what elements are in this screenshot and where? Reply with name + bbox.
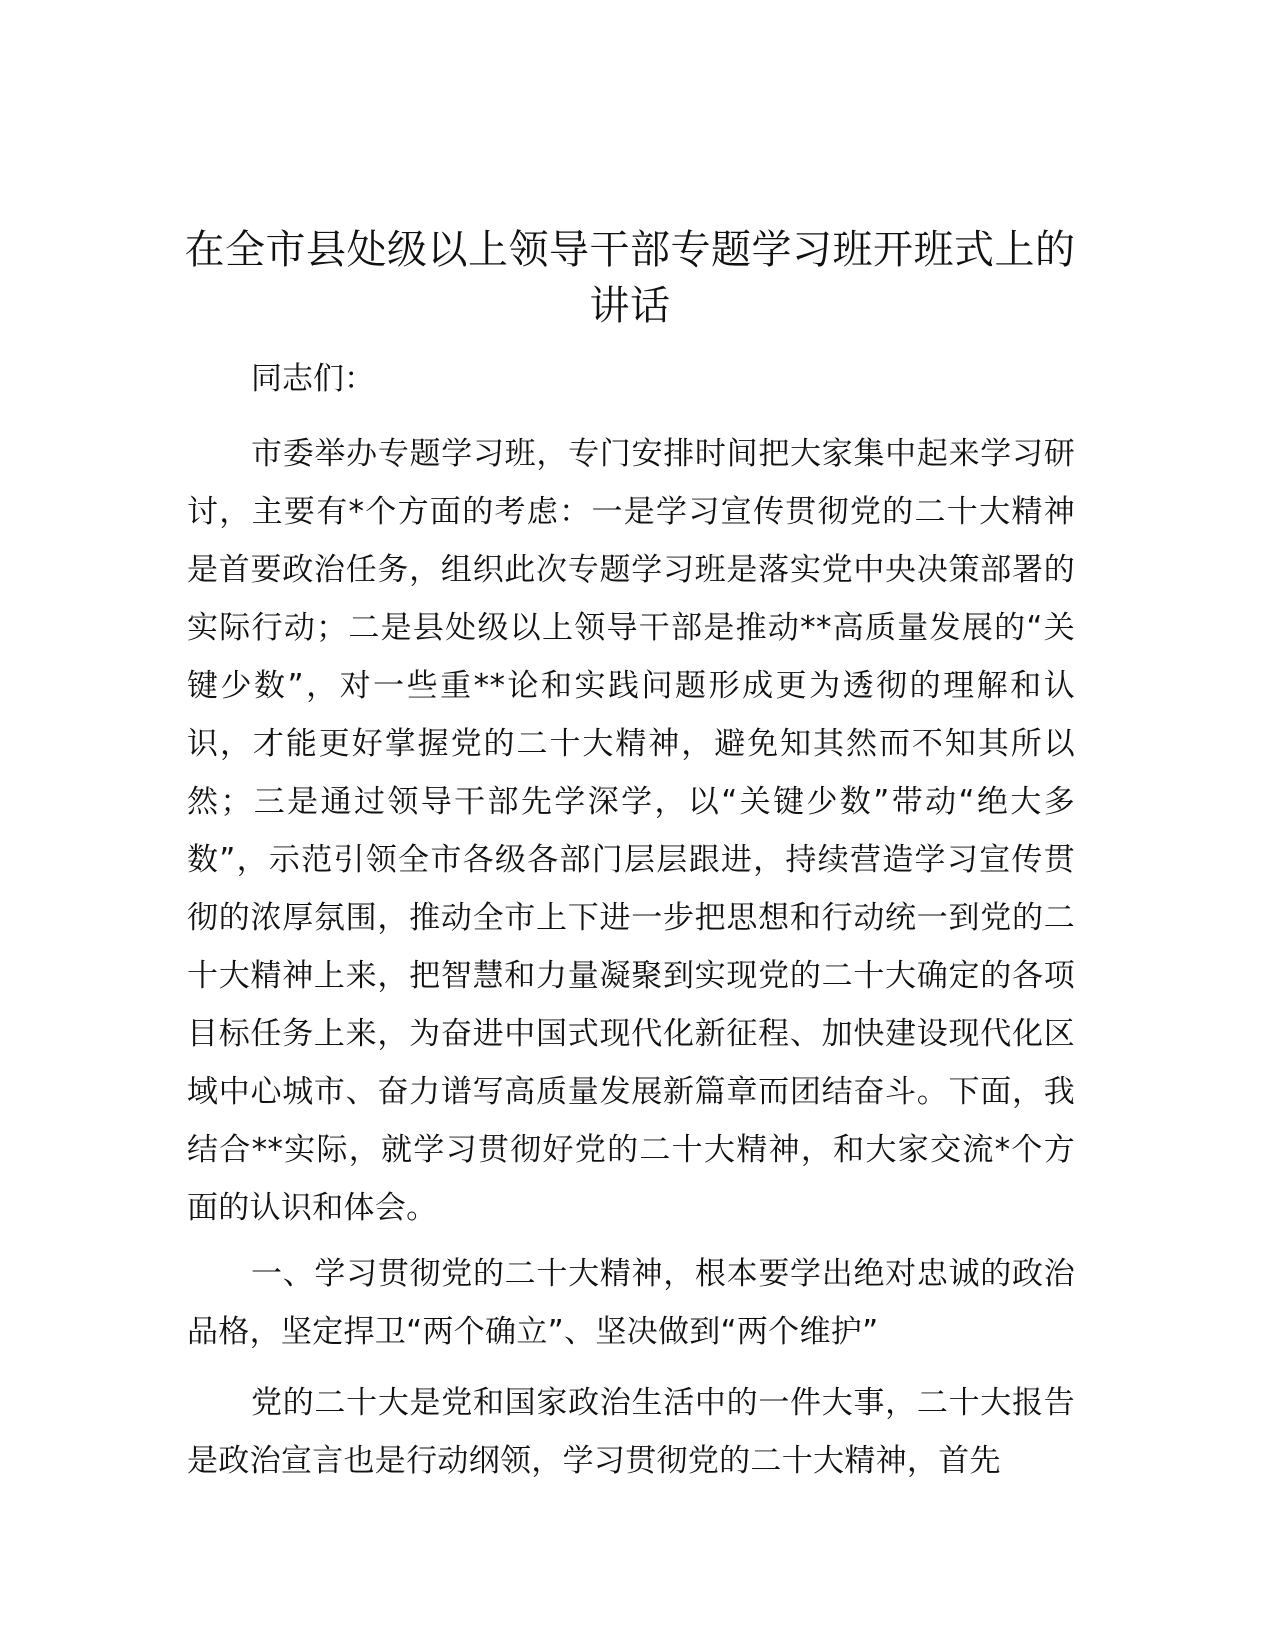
section-heading-1: 一、学习贯彻党的二十大精神，根本要学出绝对忠诚的政治品格，坚定捍卫“两个确立”、坚决做到“两个维护” (187, 1256, 1075, 1350)
body-paragraph-2: 党的二十大是党和国家政治生活中的一件大事，二十大报告是政治宣言也是行动纲领，学习贯彻党的二十大精神，首先 (187, 1385, 1075, 1479)
greeting: 同志们： (251, 361, 375, 397)
body-paragraph-1: 市委举办专题学习班，专门安排时间把大家集中起来学习研讨，主要有*个方面的考虑：一是学习宣传贯彻党的二十大精神是首要政治任务，组织此次专题学习班是落实党中央决策部署的实际行动；二是县处级以上领导干部是推动**高质量发展的“关键少数”，对一些重**论和实践问题形成更为透彻的理解和认识，才能更好掌握党的二十大精神，避免知其然而不知其所以然；三是通过领导干部先学深学，以“关键少数”带动“绝大多数”，示范引领全市各级各部门层层跟进，持续营造学习宣传贯彻的浓厚氛围，推动全市上下进一步把思想和行动统一到党的二十大精神上来，把智慧和力量凝聚到实现党的二十大确定的各项目标任务上来，为奋进中国式现代化新征程、加快建设现代化区域中心城市、奋力谱写高质量发展新篇章而团结奋斗。下面，我结合**实际，就学习贯彻好党的二十大精神，和大家交流*个方面的认识和体会。 (187, 436, 1075, 1226)
document-title: 在全市县处级以上领导干部专题学习班开班式上的讲话 (184, 227, 1076, 329)
